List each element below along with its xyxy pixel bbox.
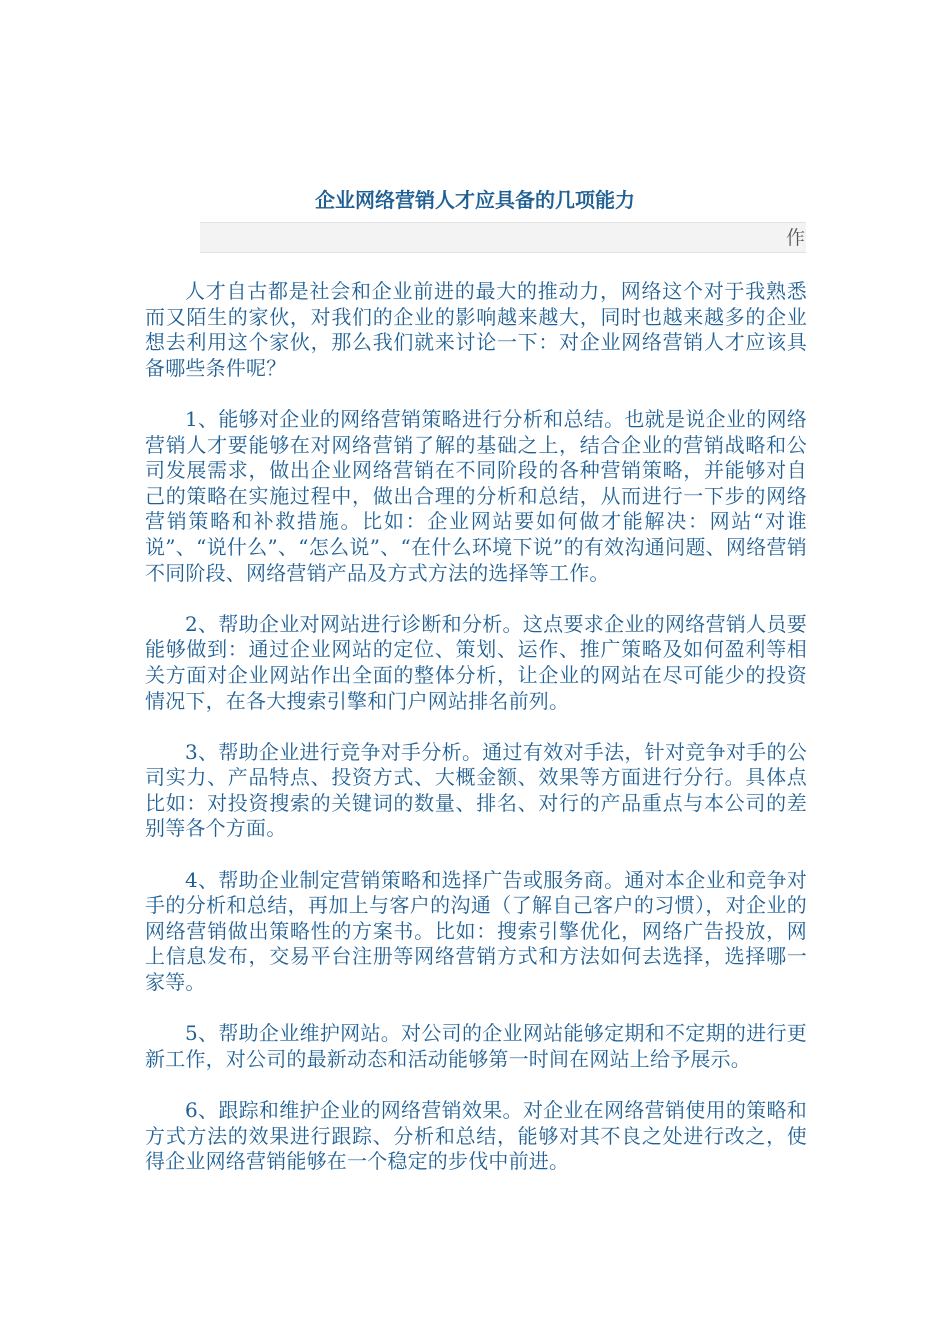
document-title: 企业网络营销人才应具备的几项能力 xyxy=(315,188,635,212)
paragraph-3: 3、帮助企业进行竞争对手分析。通过有效对手法，针对竞争对手的公司实力、产品特点、投资方式、大概金额、效果等方面进行分行。具体点比如：对投资搜索的关键词的数量、排名、对行的产品重点与本公司的差别等各个方面。 xyxy=(145,739,807,841)
paragraph-intro: 人才自古都是社会和企业前进的最大的推动力，网络这个对于我熟悉而又陌生的家伙，对我们的企业的影响越来越大，同时也越来越多的企业想去利用这个家伙，那么我们就来讨论一下：对企业网络营销人才应该具备哪些条件呢？ xyxy=(145,279,807,380)
article-body xyxy=(145,279,807,1200)
author-label: 作 xyxy=(786,227,806,249)
paragraph-1: 1、能够对企业的网络营销策略进行分析和总结。也就是说企业的网络营销人才要能够在对网络营销了解的基础之上，结合企业的营销战略和公司发展需求，做出企业网络营销在不同阶段的各种营销策略，并能够对自己的策略在实施过程中，做出合理的分析和总结，从而进行一下步的网络营销策略和补救措施。比如：企业网站要如何做才能解决：网站“对谁说”、“说什么”、“怎么说”、“在什么环境下说”的有效沟通问题、网络营销不同阶段、网络营销产品及方式方法的选择等工作。 xyxy=(145,406,807,585)
paragraph-2: 2、帮助企业对网站进行诊断和分析。这点要求企业的网络营销人员要能够做到：通过企业网站的定位、策划、运作、推广策略及如何盈利等相关方面对企业网站作出全面的整体分析，让企业的网站在尽可能少的投资情况下，在各大搜索引擎和门户网站排名前列。 xyxy=(145,611,807,713)
paragraph-6: 6、跟踪和维护企业的网络营销效果。对企业在网络营销使用的策略和方式方法的效果进行跟踪、分析和总结，能够对其不良之处进行改之，使得企业网络营销能够在一个稳定的步伐中前进。 xyxy=(145,1098,807,1174)
paragraph-5: 5、帮助企业维护网站。对公司的企业网站能够定期和不定期的进行更新工作，对公司的最新动态和活动能够第一时间在网站上给予展示。 xyxy=(145,1021,807,1071)
paragraph-4: 4、帮助企业制定营销策略和选择广告或服务商。通对本企业和竞争对手的分析和总结，再加上与客户的沟通（了解自己客户的习惯），对企业的网络营销做出策略性的方案书。比如：搜索引擎优化，网络广告投放，网上信息发布，交易平台注册等网络营销方式和方法如何去选择，选择哪一家等。 xyxy=(145,867,807,995)
author-bar xyxy=(200,222,806,253)
